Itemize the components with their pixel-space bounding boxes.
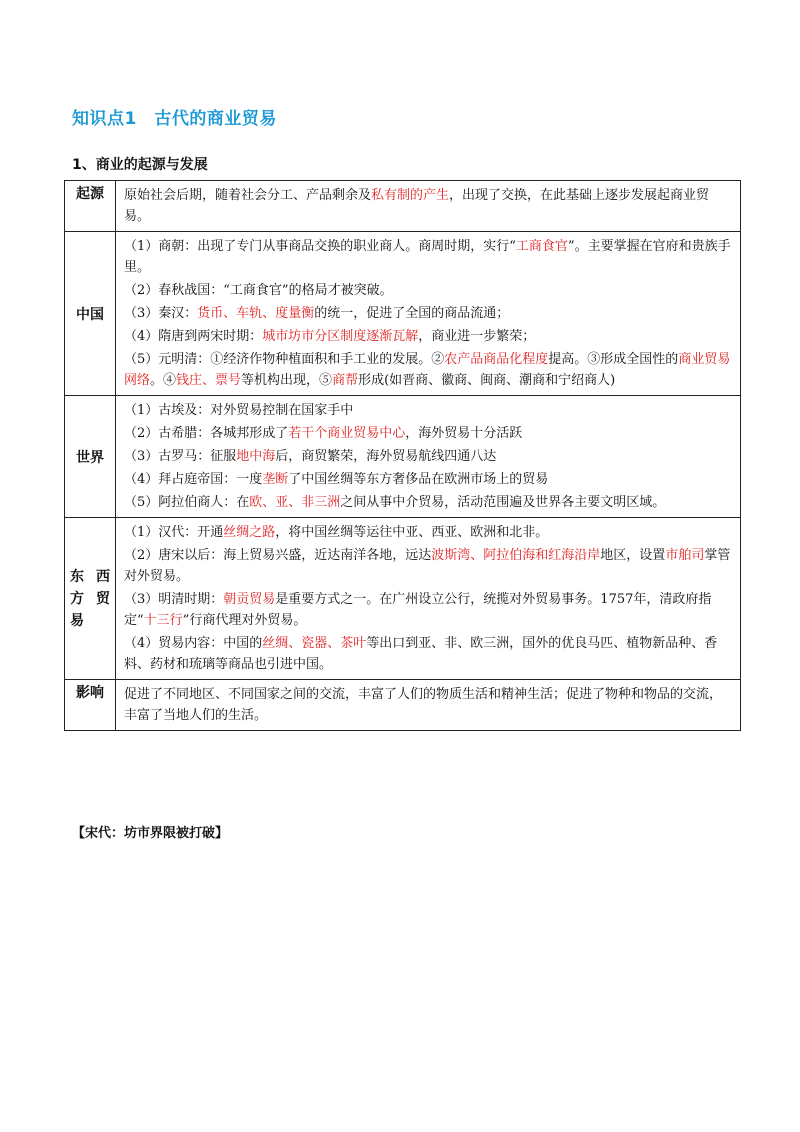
row-content-china bbox=[116, 232, 741, 396]
paragraph: 原始社会后期，随着社会分工、产品剩余及私有制的产生，出现了交换，在此基础上逐步发展起商业贸易。 bbox=[124, 188, 710, 224]
highlight: 垄断 bbox=[262, 472, 289, 487]
row-label-world: 世界 bbox=[65, 396, 116, 518]
paragraph: （1）古埃及：对外贸易控制在国家手中 bbox=[124, 403, 354, 418]
paragraph: （3）古罗马：征服地中海后，商贸繁荣，海外贸易航线四通八达 bbox=[124, 449, 497, 464]
highlight: 货币、车轨、度量衡 bbox=[197, 306, 315, 321]
paragraph: （4）贸易内容：中国的丝绸、瓷器、茶叶等出口到亚、非、欧三洲，国外的优良马匹、植物新品种、香料、药材和琉璃等商品也引进中国。 bbox=[124, 636, 718, 672]
page-title: 知识点1 古代的商业贸易 bbox=[72, 109, 277, 129]
highlight: 欧、亚、非三洲 bbox=[249, 495, 341, 510]
table-row-world bbox=[65, 396, 741, 518]
paragraph: （5）元明清：①经济作物种植面积和手工业的发展。②农产品商品化程度提高。③形成全国性的商业贸易网络。④钱庄、票号等机构出现，⑤商帮形成(如晋商、徽商、闽商、潮商和宁绍商人) bbox=[124, 352, 731, 388]
highlight: 地中海 bbox=[236, 449, 276, 464]
paragraph: （3）秦汉：货币、车轨、度量衡的统一，促进了全国的商品流通； bbox=[124, 306, 510, 321]
highlight: 农产品商品化程度 bbox=[444, 352, 549, 367]
row-label-influence: 影响 bbox=[65, 680, 116, 731]
highlight: 私有制的产生 bbox=[371, 188, 450, 203]
row-content-origin bbox=[116, 181, 741, 232]
highlight: 丝绸之路 bbox=[223, 525, 276, 540]
highlight: 城市坊市分区制度逐渐瓦解 bbox=[262, 329, 419, 344]
table-row-origin bbox=[65, 181, 741, 232]
paragraph: （4）隋唐到两宋时期：城市坊市分区制度逐渐瓦解，商业进一步繁荣； bbox=[124, 329, 536, 344]
note-song-dynasty: 【宋代：坊市界限被打破】 bbox=[72, 826, 229, 841]
paragraph: 促进了不同地区、不同国家之间的交流，丰富了人们的物质生活和精神生活；促进了物种和物品的交流，丰富了当地人们的生活。 bbox=[124, 687, 723, 723]
highlight: 钱庄、票号 bbox=[176, 373, 242, 388]
table-row-east-west bbox=[65, 518, 741, 680]
highlight: 商业贸易网络 bbox=[124, 352, 731, 388]
row-content-east-west bbox=[116, 518, 741, 680]
highlight: 市舶司 bbox=[665, 548, 705, 563]
highlight: 若干个商业贸易中心 bbox=[288, 426, 406, 441]
row-content-world bbox=[116, 396, 741, 518]
highlight: 商帮 bbox=[332, 373, 359, 388]
paragraph: （2）春秋战国：“工商食官”的格局才被突破。 bbox=[124, 283, 393, 298]
paragraph: （1）商朝：出现了专门从事商品交换的职业商人。商周时期，实行“工商食官”。主要掌握在官府和贵族手里。 bbox=[124, 239, 731, 275]
paragraph: （2）古希腊：各城邦形成了若干个商业贸易中心，海外贸易十分活跃 bbox=[124, 426, 523, 441]
paragraph: （5）阿拉伯商人：在欧、亚、非三洲之间从事中介贸易，活动范围遍及世界各主要文明区域。 bbox=[124, 495, 666, 510]
highlight: 工商食官 bbox=[515, 239, 568, 254]
table-row-china bbox=[65, 232, 741, 396]
table-row-influence bbox=[65, 680, 741, 731]
label-line: 易 bbox=[70, 612, 84, 629]
highlight: 波斯湾、阿拉伯海和红海沿岸 bbox=[431, 548, 601, 563]
section-heading: 1、商业的起源与发展 bbox=[72, 157, 208, 173]
highlight: 十三行 bbox=[143, 613, 183, 628]
paragraph: （2）唐宋以后：海上贸易兴盛，近达南洋各地，远达波斯湾、阿拉伯海和红海沿岸地区，设置市舶司掌管对外贸易。 bbox=[124, 548, 731, 584]
row-content-influence bbox=[116, 680, 741, 731]
highlight: 丝绸、瓷器、茶叶 bbox=[262, 636, 367, 651]
paragraph: （3）明清时期：朝贡贸易是重要方式之一。在广州设立公行，统揽对外贸易事务。1757年，清政府指定“十三行”行商代理对外贸易。 bbox=[124, 592, 712, 628]
highlight: 朝贡贸易 bbox=[223, 592, 276, 607]
label-line: 东西 bbox=[70, 568, 110, 585]
paragraph: （4）拜占庭帝国：一度垄断了中国丝绸等东方奢侈品在欧洲市场上的贸易 bbox=[124, 472, 549, 487]
row-label-china: 中国 bbox=[65, 232, 116, 396]
knowledge-table bbox=[64, 180, 741, 731]
label-line: 方贸 bbox=[70, 590, 110, 607]
row-label-origin: 起源 bbox=[65, 181, 116, 232]
row-label-east-west bbox=[65, 518, 116, 680]
paragraph: （1）汉代：开通丝绸之路，将中国丝绸等运往中亚、西亚、欧洲和北非。 bbox=[124, 525, 549, 540]
